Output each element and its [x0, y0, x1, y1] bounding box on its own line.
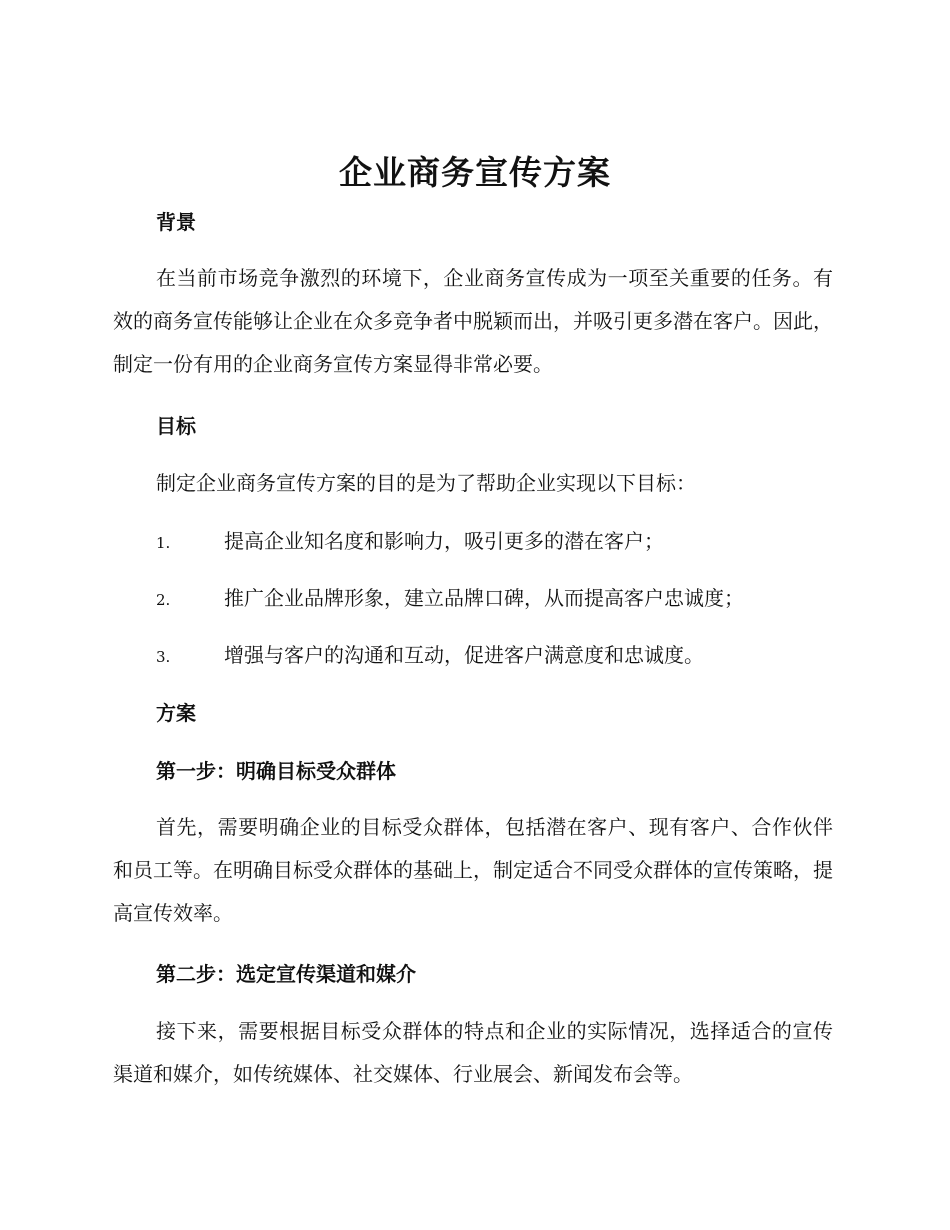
document-title: 企业商务宣传方案: [339, 153, 611, 192]
list-text: 提高企业知名度和影响力，吸引更多的潜在客户；: [224, 529, 664, 553]
list-number: 2.: [156, 591, 171, 609]
list-text: 增强与客户的沟通和互动，促进客户满意度和忠诚度。: [224, 643, 704, 667]
goal-list-item: [156, 640, 836, 670]
goal-list-item: [156, 583, 836, 613]
section-heading-background: 背景: [156, 210, 196, 234]
step-paragraph: 接下来，需要根据目标受众群体的特点和企业的实际情况，选择适合的宣传渠道和媒介，如传统媒体、社交媒体、行业展会、新闻发布会等。: [113, 1019, 833, 1086]
background-paragraph: 在当前市场竞争激烈的环境下，企业商务宣传成为一项至关重要的任务。有效的商务宣传能够让企业在众多竞争者中脱颖而出，并吸引更多潜在客户。因此，制定一份有用的企业商务宣传方案显得非常必要。: [113, 266, 833, 376]
goal-list-item: [156, 526, 836, 556]
list-text: 推广企业品牌形象，建立品牌口碑，从而提高客户忠诚度；: [224, 586, 744, 610]
list-number: 1.: [156, 534, 171, 552]
goals-intro-paragraph: 制定企业商务宣传方案的目的是为了帮助企业实现以下目标：: [156, 471, 696, 495]
step-heading: 第一步：明确目标受众群体: [156, 759, 396, 783]
section-heading-goals: 目标: [156, 414, 196, 438]
step-heading: 第二步：选定宣传渠道和媒介: [156, 962, 416, 986]
list-number: 3.: [156, 648, 171, 666]
step-paragraph: 首先，需要明确企业的目标受众群体，包括潜在客户、现有客户、合作伙伴和员工等。在明确目标受众群体的基础上，制定适合不同受众群体的宣传策略，提高宣传效率。: [113, 815, 833, 925]
section-heading-plan: 方案: [156, 701, 196, 725]
